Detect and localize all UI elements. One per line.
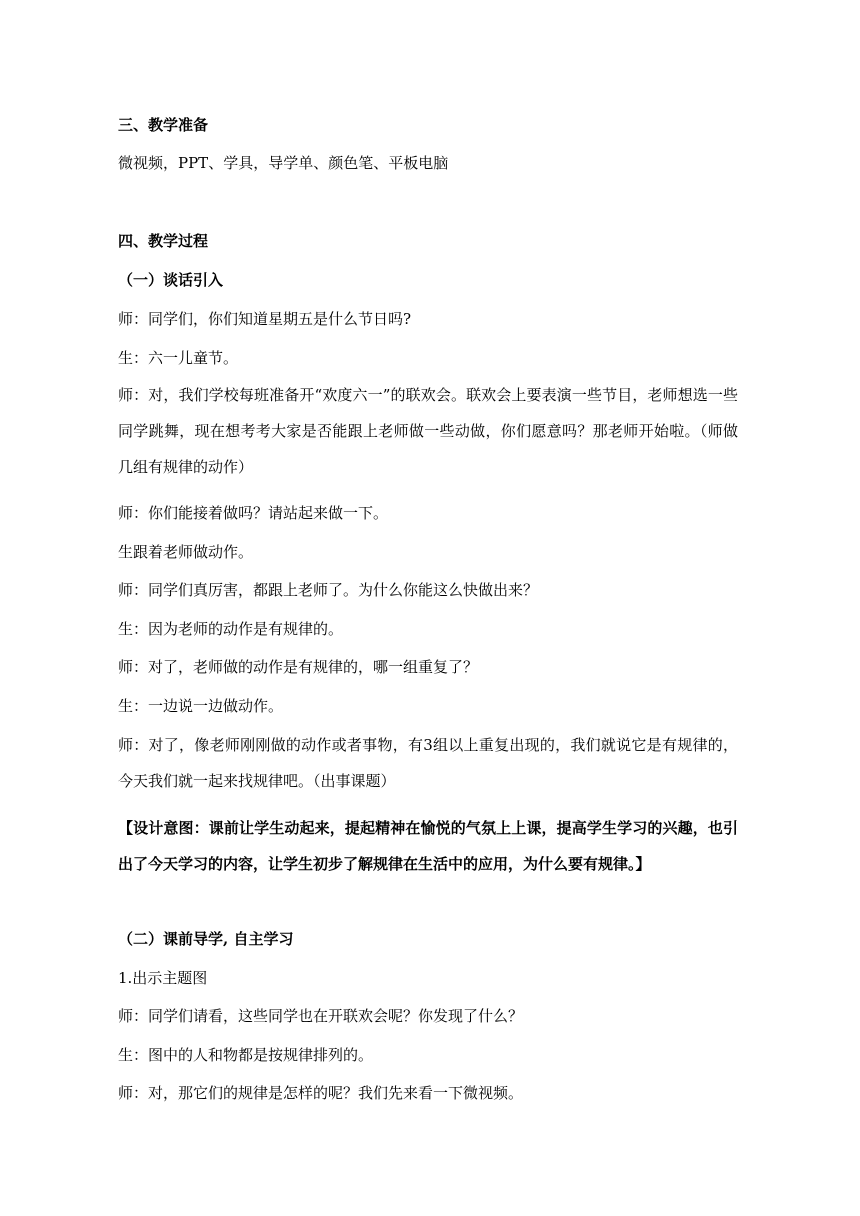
dialogue-paragraph: 师：对，我们学校每班准备开“欢度六一”的联欢会。联欢会上要表演一些节目，老师想选一些同学跳舞，现在想考考大家是否能跟上老师做一些动做，你们愿意吗？那老师开始啦。（师做几组有规律的动作） [118,386,738,476]
dialogue-line: 师：你们能接着做吗？请站起来做一下。 [118,504,389,522]
dialogue-line: 师：对，那它们的规律是怎样的呢？我们先来看一下微视频。 [118,1084,524,1102]
dialogue-line: 师：同学们请看，这些同学也在开联欢会呢？你发现了什么？ [118,1007,524,1025]
dialogue-paragraph: 师：对了，像老师刚刚做的动作或者事物，有3组以上重复出现的，我们就说它是有规律的，今天我们就一起来找规律吧。（出事课题） [118,736,738,790]
materials-list: 微视频，PPT、学具，导学单、颜色笔、平板电脑 [118,154,449,172]
dialogue-line: 生跟着老师做动作。 [118,543,254,561]
dialogue-line: 生：因为老师的动作是有规律的。 [118,620,344,638]
dialogue-line: 师：同学们，你们知道星期五是什么节日吗? [118,310,412,328]
dialogue-line: 生：图中的人和物都是按规律排列的。 [118,1046,374,1064]
section-4-heading: 四、教学过程 [118,232,209,250]
part-1-heading: （一）谈话引入 [118,271,224,289]
dialogue-line: 师：对了，老师做的动作是有规律的，哪一组重复了？ [118,658,479,676]
section-3-heading: 三、教学准备 [118,116,209,134]
numbered-item: 1.出示主题图 [118,969,208,987]
design-intent-note: 【设计意图：课前让学生动起来，提起精神在愉悦的气氛上上课，提高学生学习的兴趣，也引出了今天学习的内容，让学生初步了解规律在生活中的应用，为什么要有规律。】 [118,819,738,873]
part-2-heading: （二）课前导学, 自主学习 [118,930,294,948]
dialogue-line: 生：一边说一边做动作。 [118,697,284,715]
dialogue-line: 生：六一儿童节。 [118,349,239,367]
dialogue-line: 师：同学们真厉害，都跟上老师了。为什么你能这么快做出来？ [118,581,539,599]
